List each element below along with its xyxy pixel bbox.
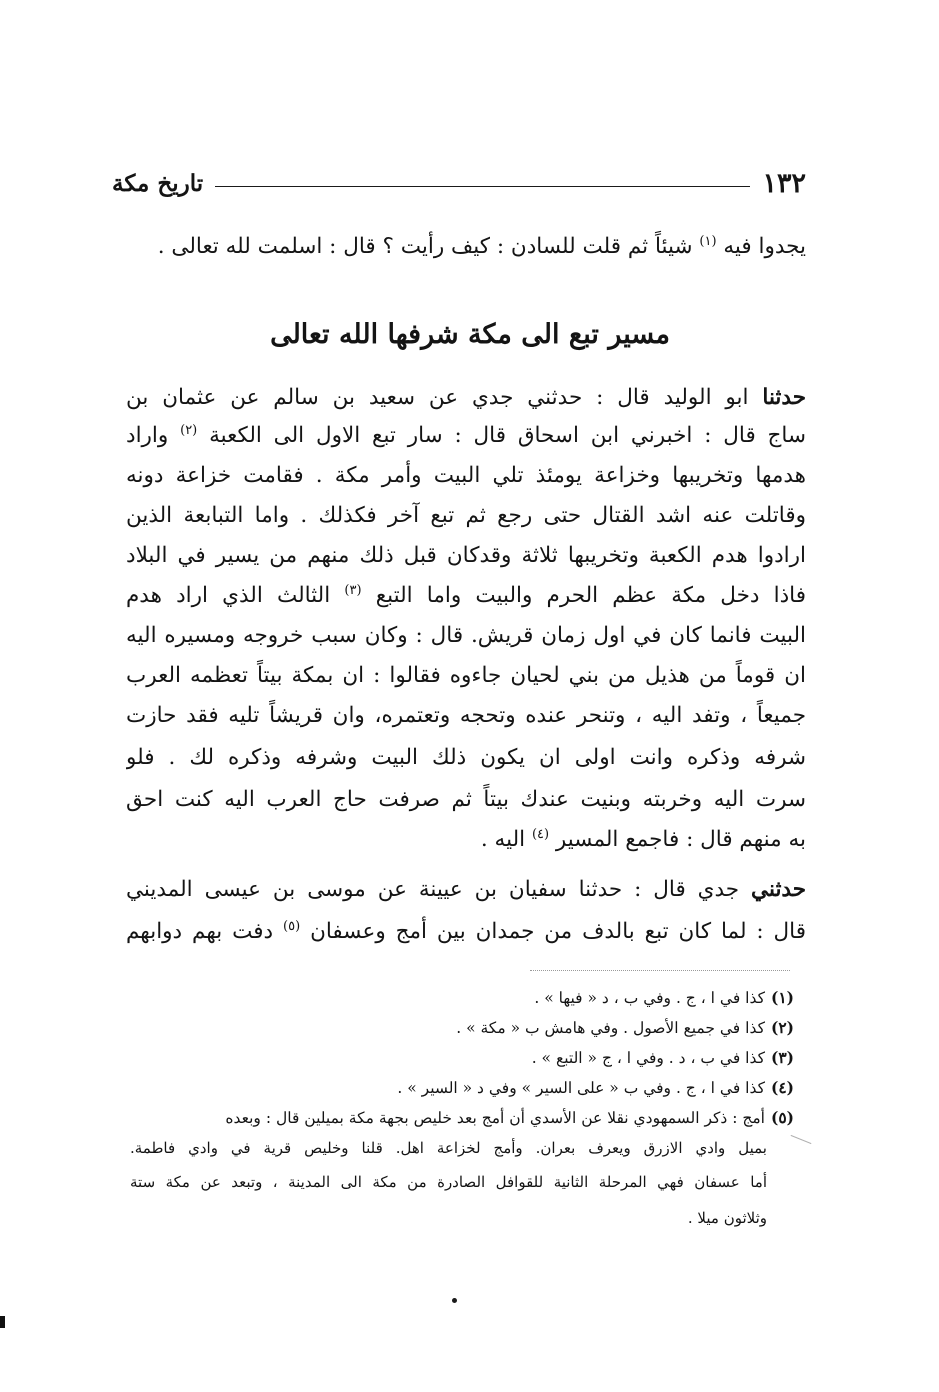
line-text: الثالث الذي اراد هدم bbox=[126, 583, 345, 608]
paragraph-line: هدمها وتخريبها وخزاعة يومئذ تلي البيت وأمر مكة . فقامت خزاعة دونه bbox=[126, 463, 806, 488]
paragraph-line: ارادوا هدم الكعبة وتخريبها ثلاثة وقدكان قبل ذلك منهم من يسير في البلاد bbox=[126, 543, 806, 568]
footnote-5 bbox=[130, 1104, 794, 1132]
footnote-ref-3: (٣) bbox=[344, 583, 362, 598]
footnote-3 bbox=[300, 1044, 794, 1072]
paragraph-line: شرفه وذكره وانت اولى ان يكون ذلك البيت وشرفه وذكره لك . فلو bbox=[126, 745, 806, 770]
paragraph-line bbox=[126, 872, 806, 908]
opening-line bbox=[137, 229, 806, 265]
margin-tick bbox=[791, 1135, 812, 1144]
edge-mark bbox=[0, 1316, 5, 1328]
footnote-5-cont: وثلاثون ميلا . bbox=[687, 1209, 767, 1227]
footnote-mark: (٥) bbox=[770, 1108, 794, 1127]
paragraph-line bbox=[126, 914, 806, 950]
footnote-mark: (٢) bbox=[770, 1018, 794, 1037]
paragraph-line: ان قوماً من هذيل من بني لحيان جاءوه فقالوا : ان بمكة بيتاً تعظمه العرب bbox=[126, 663, 806, 688]
footnote-divider bbox=[530, 970, 790, 971]
footnote-text: كذا في ا ، ج . وفي ب ، د « فيها » . bbox=[534, 989, 765, 1007]
running-header bbox=[112, 165, 806, 201]
line-text: اليه . bbox=[480, 827, 532, 852]
running-title: تاريخ مكة bbox=[112, 169, 204, 197]
line-text: قال : لما كان تبع بالدف من جمدان بين أمج وعسفان bbox=[310, 919, 806, 944]
footnote-text: كذا في ب ، د . وفي ا ، ج « التبع » . bbox=[531, 1049, 765, 1067]
line-text: ابو الوليد قال : حدثني جدي عن سعيد بن سالم عن عثمان بن bbox=[126, 385, 763, 410]
footnote-ref-4: (٤) bbox=[531, 827, 550, 842]
header-rule bbox=[215, 186, 750, 187]
paragraph-line: سرت اليه وخربته وبنيت عندك بيتاً ثم صرفت حاج العرب اليه كنت احق bbox=[126, 787, 806, 812]
footnote-mark: (٣) bbox=[770, 1048, 794, 1067]
footnote-4 bbox=[300, 1074, 794, 1102]
footnote-5-cont: أما عسفان فهي المرحلة الثانية للقوافل الصادرة من مكة الى المدينة ، وتبعد عن مكة ستة bbox=[130, 1173, 767, 1191]
footnote-5-cont: بميل وادي الازرق ويعرف بعران. وأمج لخزاعة اهل. قلنا وخليص قرية في وادي فاطمة. bbox=[130, 1139, 767, 1157]
footnote-text: أمج : ذكر السمهودي نقلا عن الأسدي أن أمج بعد خليص بجهة مكة بميلين قال : وبعده bbox=[225, 1109, 765, 1127]
footnote-1 bbox=[300, 984, 794, 1012]
line-text: به منهم قال : فاجمع المسير bbox=[555, 827, 806, 852]
line-text: واراد bbox=[126, 423, 181, 448]
opening-line-text-b: شيئاً ثم قلت للسادن : كيف رأيت ؟ قال : اسلمت لله تعالى . bbox=[157, 234, 700, 259]
ink-dot bbox=[452, 1298, 457, 1303]
lead-word: حدثنا bbox=[762, 385, 806, 410]
paragraph-line: البيت فانما كان في اول زمان قريش. قال : وكان سبب خروجه ومسيره اليه bbox=[126, 623, 806, 648]
paragraph-line bbox=[126, 418, 806, 454]
footnote-ref-1: (١) bbox=[699, 234, 717, 249]
paragraph-line bbox=[126, 380, 806, 416]
paragraph-line: وقاتلت عنه اشد القتال حتى رجع ثم تبع آخر فكذلك . واما التبابعة الذين bbox=[126, 503, 806, 528]
footnote-mark: (١) bbox=[770, 988, 794, 1007]
footnote-2 bbox=[300, 1014, 794, 1042]
line-text: فاذا دخل مكة عظم الحرم والبيت واما التبع bbox=[375, 583, 806, 608]
footnote-text: كذا في ا ، ج . وفي ب « على السير » وفي د « السير » . bbox=[397, 1079, 765, 1097]
paragraph-line bbox=[126, 822, 806, 858]
lead-word: حدثني bbox=[751, 877, 806, 902]
opening-line-text-a: يجدوا فيه bbox=[723, 234, 806, 259]
footnote-text: كذا في جميع الأصول . وفي هامش ب « مكة » . bbox=[456, 1019, 765, 1037]
section-heading: مسير تبع الى مكة شرفها الله تعالى bbox=[270, 319, 670, 350]
footnote-ref-2: (٢) bbox=[180, 423, 198, 438]
paragraph-line bbox=[126, 578, 806, 614]
line-text: ساج قال : اخبرني ابن اسحاق قال : سار تبع الاول الى الكعبة bbox=[209, 423, 806, 448]
line-text: جدي قال : حدثنا سفيان بن عيينة عن موسى بن عيسى المديني bbox=[126, 877, 752, 902]
page-number: ١٣٢ bbox=[762, 167, 806, 199]
footnote-ref-5: (٥) bbox=[283, 919, 301, 934]
footnote-mark: (٤) bbox=[770, 1078, 794, 1097]
line-text: دفت بهم دوابهم bbox=[126, 919, 284, 944]
paragraph-line: جميعاً ، وتفد اليه ، وتنحر عنده وتحجه وتعتمره، وان قريشاً تليه فقد حازت bbox=[126, 703, 806, 728]
